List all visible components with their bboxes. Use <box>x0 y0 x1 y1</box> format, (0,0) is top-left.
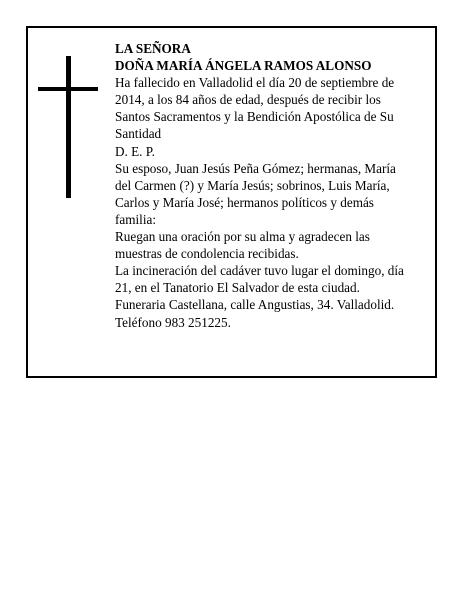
notice-line: Carlos y María José; hermanos políticos y demás <box>115 194 374 210</box>
notice-line: muestras de condolencia recibidas. <box>115 246 299 262</box>
notice-line: del Carmen (?) y María Jesús; sobrinos, Luis María, <box>115 177 390 193</box>
notice-line: Santidad <box>115 126 162 142</box>
notice-heading-title: LA SEÑORA <box>115 41 191 56</box>
notice-line: 21, en el Tanatorio El Salvador de esta ciudad. <box>115 280 360 296</box>
notice-line: Ruegan una oración por su alma y agradecen las <box>115 229 370 245</box>
obituary-notice <box>26 26 437 378</box>
notice-line: Santos Sacramentos y la Bendición Apostólica de Su <box>115 109 394 125</box>
notice-line-dep: D. E. P. <box>115 143 155 159</box>
notice-heading-name: DOÑA MARÍA ÁNGELA RAMOS ALONSO <box>115 58 372 74</box>
notice-line: familia: <box>115 211 157 227</box>
notice-text <box>115 40 433 331</box>
notice-line: Funeraria Castellana, calle Angustias, 34. Valladolid. <box>115 297 395 313</box>
notice-line: Ha fallecido en Valladolid el día 20 de septiembre de <box>115 75 395 91</box>
notice-line: La incineración del cadáver tuvo lugar el domingo, día <box>115 263 404 279</box>
cross-icon <box>38 56 98 198</box>
cross-horizontal-bar <box>38 87 98 91</box>
notice-line: Teléfono 983 251225. <box>115 314 231 330</box>
notice-line: 2014, a los 84 años de edad, después de recibir los <box>115 92 381 108</box>
notice-line: Su esposo, Juan Jesús Peña Gómez; hermanas, María <box>115 160 396 176</box>
cross-vertical-bar <box>66 56 71 198</box>
